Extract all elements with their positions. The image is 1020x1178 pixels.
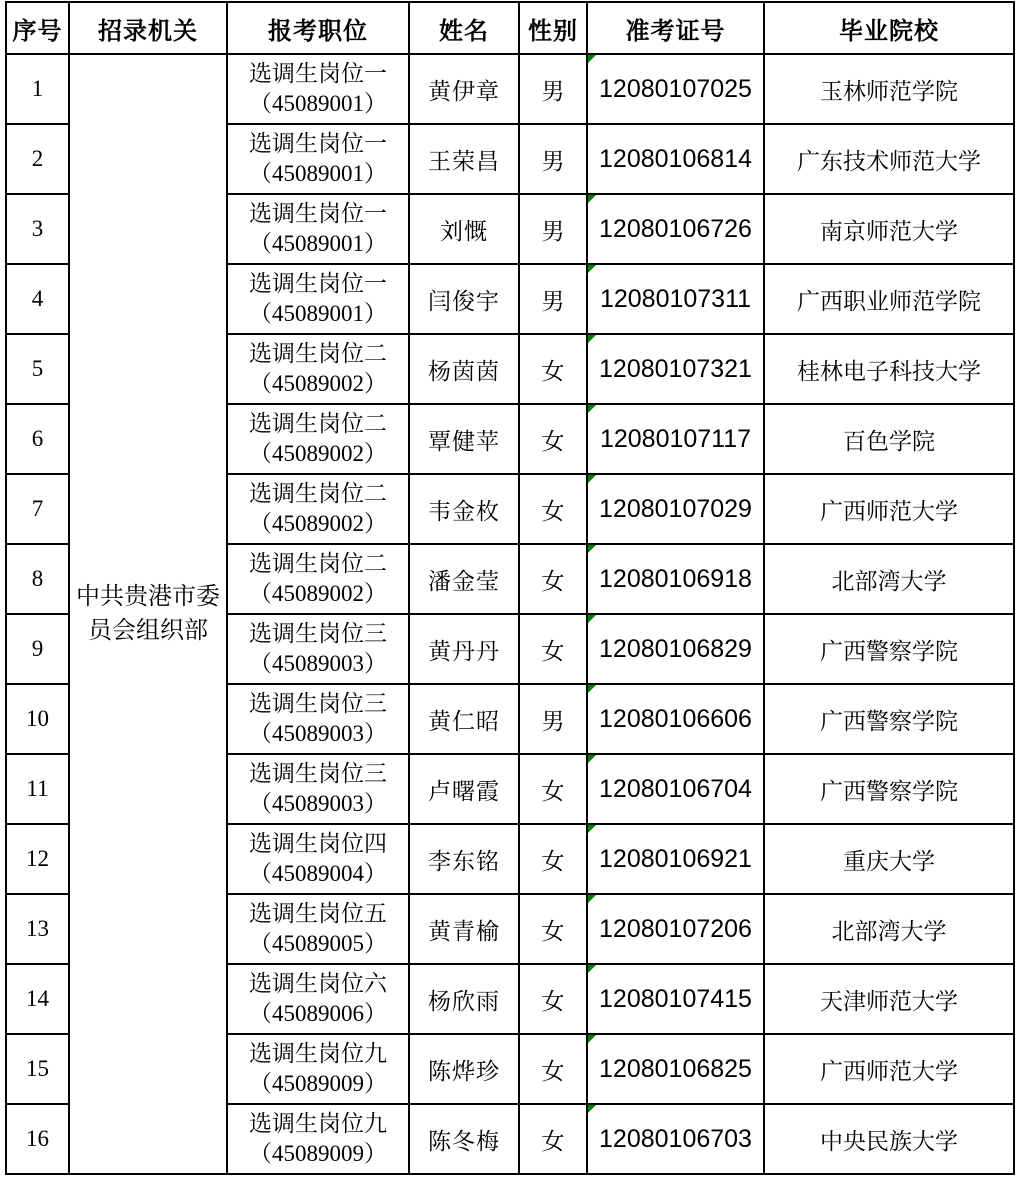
cell-ticket	[587, 334, 764, 404]
cell-school: 广西警察学院	[764, 684, 1014, 754]
cell-school: 重庆大学	[764, 824, 1014, 894]
candidate-roster-table-container	[5, 1, 1015, 1175]
green-flag-icon	[588, 405, 596, 413]
ticket-number: 12080107206	[599, 914, 752, 943]
green-flag-icon	[588, 685, 596, 693]
cell-ticket	[587, 894, 764, 964]
position-title: 选调生岗位四	[249, 831, 387, 856]
position-title: 选调生岗位二	[249, 551, 387, 576]
green-flag-icon	[588, 475, 596, 483]
cell-ticket	[587, 824, 764, 894]
position-title: 选调生岗位三	[249, 761, 387, 786]
position-title: 选调生岗位六	[249, 971, 387, 996]
header-school: 毕业院校	[764, 2, 1014, 54]
cell-school: 中央民族大学	[764, 1104, 1014, 1174]
cell-school: 广西师范大学	[764, 1034, 1014, 1104]
cell-serial: 12	[6, 824, 69, 894]
cell-position	[227, 684, 409, 754]
cell-serial: 9	[6, 614, 69, 684]
cell-name: 黄伊章	[409, 54, 519, 124]
cell-school: 广西师范大学	[764, 474, 1014, 544]
green-flag-icon	[588, 195, 596, 203]
header-ticket: 准考证号	[587, 2, 764, 54]
cell-gender: 男	[519, 264, 587, 334]
cell-school: 北部湾大学	[764, 894, 1014, 964]
cell-serial: 11	[6, 754, 69, 824]
position-code: （45089003）	[249, 721, 387, 746]
cell-school: 广东技术师范大学	[764, 124, 1014, 194]
cell-name: 黄仁昭	[409, 684, 519, 754]
position-code: （45089009）	[249, 1071, 387, 1096]
cell-gender: 女	[519, 894, 587, 964]
position-code: （45089002）	[249, 581, 387, 606]
position-code: （45089001）	[249, 231, 387, 256]
green-flag-icon	[588, 545, 596, 553]
cell-position	[227, 54, 409, 124]
ticket-number: 12080107415	[599, 984, 752, 1013]
ticket-number: 12080106918	[599, 564, 752, 593]
cell-position	[227, 124, 409, 194]
header-position: 报考职位	[227, 2, 409, 54]
cell-position	[227, 1034, 409, 1104]
cell-gender: 女	[519, 1034, 587, 1104]
position-title: 选调生岗位一	[249, 201, 387, 226]
cell-serial: 5	[6, 334, 69, 404]
cell-position	[227, 614, 409, 684]
cell-position	[227, 544, 409, 614]
cell-school: 广西职业师范学院	[764, 264, 1014, 334]
cell-position	[227, 964, 409, 1034]
cell-position	[227, 754, 409, 824]
cell-name: 杨茵茵	[409, 334, 519, 404]
cell-position	[227, 334, 409, 404]
cell-school: 天津师范大学	[764, 964, 1014, 1034]
cell-name: 潘金莹	[409, 544, 519, 614]
cell-serial: 6	[6, 404, 69, 474]
cell-serial: 7	[6, 474, 69, 544]
cell-name: 刘慨	[409, 194, 519, 264]
cell-serial: 13	[6, 894, 69, 964]
position-code: （45089001）	[249, 91, 387, 116]
ticket-number: 12080107025	[599, 74, 752, 103]
cell-serial: 8	[6, 544, 69, 614]
cell-agency: 中共贵港市委员会组织部	[69, 54, 227, 1174]
position-title: 选调生岗位二	[249, 341, 387, 366]
green-flag-icon	[588, 1105, 596, 1113]
cell-position	[227, 264, 409, 334]
green-flag-icon	[588, 895, 596, 903]
cell-school: 南京师范大学	[764, 194, 1014, 264]
cell-name: 王荣昌	[409, 124, 519, 194]
cell-name: 黄丹丹	[409, 614, 519, 684]
ticket-number: 12080106704	[599, 774, 752, 803]
cell-gender: 女	[519, 404, 587, 474]
header-serial: 序号	[6, 2, 69, 54]
cell-school: 桂林电子科技大学	[764, 334, 1014, 404]
cell-name: 卢曙霞	[409, 754, 519, 824]
header-agency: 招录机关	[69, 2, 227, 54]
cell-name: 闫俊宇	[409, 264, 519, 334]
cell-gender: 女	[519, 614, 587, 684]
cell-position	[227, 474, 409, 544]
position-code: （45089003）	[249, 651, 387, 676]
position-code: （45089002）	[249, 371, 387, 396]
position-code: （45089009）	[249, 1141, 387, 1166]
position-code: （45089004）	[249, 861, 387, 886]
cell-ticket	[587, 544, 764, 614]
position-title: 选调生岗位三	[249, 621, 387, 646]
cell-ticket	[587, 404, 764, 474]
cell-ticket	[587, 474, 764, 544]
cell-position	[227, 194, 409, 264]
cell-gender: 女	[519, 754, 587, 824]
ticket-number: 12080106703	[599, 1124, 752, 1153]
ticket-number: 12080106921	[599, 844, 752, 873]
cell-gender: 男	[519, 684, 587, 754]
cell-school: 北部湾大学	[764, 544, 1014, 614]
position-title: 选调生岗位二	[249, 411, 387, 436]
cell-school: 广西警察学院	[764, 754, 1014, 824]
cell-ticket	[587, 964, 764, 1034]
cell-serial: 16	[6, 1104, 69, 1174]
cell-name: 李东铭	[409, 824, 519, 894]
ticket-number: 12080106606	[599, 704, 752, 733]
cell-gender: 女	[519, 474, 587, 544]
position-code: （45089005）	[249, 931, 387, 956]
ticket-number: 12080107311	[599, 284, 752, 313]
position-title: 选调生岗位三	[249, 691, 387, 716]
cell-position	[227, 824, 409, 894]
ticket-number: 12080107321	[599, 354, 752, 383]
position-title: 选调生岗位一	[249, 131, 387, 156]
cell-position	[227, 1104, 409, 1174]
cell-serial: 10	[6, 684, 69, 754]
ticket-number: 12080106726	[599, 214, 752, 243]
position-code: （45089002）	[249, 511, 387, 536]
green-flag-icon	[588, 825, 596, 833]
table-body	[6, 54, 1014, 1174]
cell-gender: 男	[519, 194, 587, 264]
cell-ticket	[587, 264, 764, 334]
cell-gender: 女	[519, 544, 587, 614]
green-flag-icon	[588, 335, 596, 343]
cell-ticket	[587, 54, 764, 124]
cell-serial: 4	[6, 264, 69, 334]
ticket-number: 12080106829	[599, 634, 752, 663]
position-title: 选调生岗位五	[249, 901, 387, 926]
green-flag-icon	[588, 55, 596, 63]
position-title: 选调生岗位一	[249, 271, 387, 296]
cell-name: 杨欣雨	[409, 964, 519, 1034]
position-code: （45089001）	[249, 301, 387, 326]
ticket-number: 12080106814	[599, 144, 752, 173]
cell-serial: 3	[6, 194, 69, 264]
cell-gender: 男	[519, 54, 587, 124]
cell-name: 陈冬梅	[409, 1104, 519, 1174]
table-row	[6, 54, 1014, 124]
position-title: 选调生岗位一	[249, 61, 387, 86]
cell-ticket	[587, 684, 764, 754]
cell-serial: 15	[6, 1034, 69, 1104]
cell-name: 覃健苹	[409, 404, 519, 474]
green-flag-icon	[588, 965, 596, 973]
cell-ticket	[587, 1034, 764, 1104]
cell-gender: 女	[519, 334, 587, 404]
cell-position	[227, 404, 409, 474]
cell-school: 广西警察学院	[764, 614, 1014, 684]
ticket-number: 12080107029	[599, 494, 752, 523]
cell-ticket	[587, 754, 764, 824]
cell-gender: 男	[519, 124, 587, 194]
green-flag-icon	[588, 755, 596, 763]
candidate-roster-table	[5, 1, 1015, 1175]
position-title: 选调生岗位九	[249, 1111, 387, 1136]
ticket-number: 12080107117	[599, 424, 752, 453]
position-code: （45089003）	[249, 791, 387, 816]
cell-name: 黄青榆	[409, 894, 519, 964]
cell-ticket	[587, 1104, 764, 1174]
cell-gender: 女	[519, 964, 587, 1034]
ticket-number: 12080106825	[599, 1054, 752, 1083]
table-header	[6, 2, 1014, 54]
cell-serial: 1	[6, 54, 69, 124]
cell-serial: 14	[6, 964, 69, 1034]
cell-ticket	[587, 124, 764, 194]
position-code: （45089001）	[249, 161, 387, 186]
cell-name: 韦金枚	[409, 474, 519, 544]
green-flag-icon	[588, 265, 596, 273]
cell-gender: 女	[519, 1104, 587, 1174]
cell-name: 陈烨珍	[409, 1034, 519, 1104]
position-title: 选调生岗位二	[249, 481, 387, 506]
cell-position	[227, 894, 409, 964]
header-name: 姓名	[409, 2, 519, 54]
position-code: （45089006）	[249, 1001, 387, 1026]
cell-school: 玉林师范学院	[764, 54, 1014, 124]
green-flag-icon	[588, 615, 596, 623]
green-flag-icon	[588, 1035, 596, 1043]
cell-ticket	[587, 194, 764, 264]
cell-school: 百色学院	[764, 404, 1014, 474]
cell-gender: 女	[519, 824, 587, 894]
header-gender: 性别	[519, 2, 587, 54]
position-title: 选调生岗位九	[249, 1041, 387, 1066]
cell-serial: 2	[6, 124, 69, 194]
header-row	[6, 2, 1014, 54]
position-code: （45089002）	[249, 441, 387, 466]
cell-ticket	[587, 614, 764, 684]
